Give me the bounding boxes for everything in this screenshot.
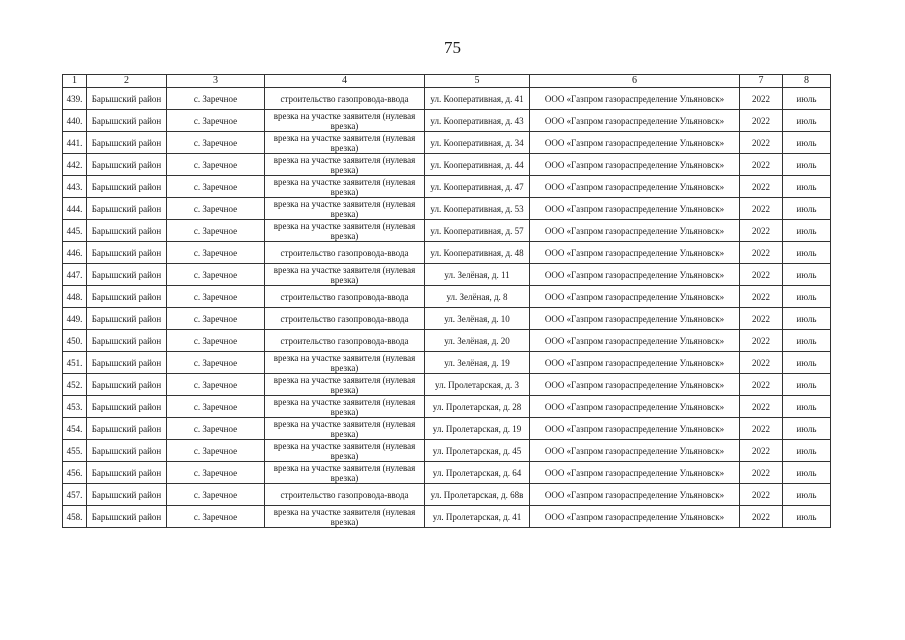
- year-cell: 2022: [740, 374, 783, 396]
- work-type-cell: врезка на участке заявителя (нулевая врезка): [265, 374, 425, 396]
- header-cell: 7: [740, 75, 783, 88]
- address-cell: ул. Пролетарская, д. 64: [425, 462, 530, 484]
- address-cell: ул. Зелёная, д. 11: [425, 264, 530, 286]
- organization-cell: ООО «Газпром газораспределение Ульяновск»: [530, 88, 740, 110]
- work-type-cell: врезка на участке заявителя (нулевая врезка): [265, 154, 425, 176]
- page-number: 75: [444, 38, 461, 57]
- row-number-cell: 451.: [63, 352, 87, 374]
- work-type-cell: врезка на участке заявителя (нулевая врезка): [265, 440, 425, 462]
- row-number-cell: 446.: [63, 242, 87, 264]
- month-cell: июль: [783, 176, 831, 198]
- work-type-cell: врезка на участке заявителя (нулевая врезка): [265, 110, 425, 132]
- work-type-cell: врезка на участке заявителя (нулевая врезка): [265, 220, 425, 242]
- organization-cell: ООО «Газпром газораспределение Ульяновск»: [530, 154, 740, 176]
- month-cell: июль: [783, 506, 831, 528]
- row-number-cell: 455.: [63, 440, 87, 462]
- header-cell: 4: [265, 75, 425, 88]
- month-cell: июль: [783, 88, 831, 110]
- year-cell: 2022: [740, 154, 783, 176]
- work-type-cell: врезка на участке заявителя (нулевая врезка): [265, 132, 425, 154]
- month-cell: июль: [783, 220, 831, 242]
- organization-cell: ООО «Газпром газораспределение Ульяновск»: [530, 220, 740, 242]
- locality-cell: с. Заречное: [167, 374, 265, 396]
- row-number-cell: 449.: [63, 308, 87, 330]
- organization-cell: ООО «Газпром газораспределение Ульяновск»: [530, 264, 740, 286]
- year-cell: 2022: [740, 286, 783, 308]
- table-row: [63, 396, 831, 418]
- month-cell: июль: [783, 484, 831, 506]
- table-row: [63, 484, 831, 506]
- header-row: [63, 75, 831, 88]
- work-type-cell: врезка на участке заявителя (нулевая врезка): [265, 506, 425, 528]
- month-cell: июль: [783, 396, 831, 418]
- district-cell: Барышский район: [87, 462, 167, 484]
- organization-cell: ООО «Газпром газораспределение Ульяновск»: [530, 330, 740, 352]
- work-type-cell: врезка на участке заявителя (нулевая врезка): [265, 462, 425, 484]
- row-number-cell: 440.: [63, 110, 87, 132]
- row-number-cell: 439.: [63, 88, 87, 110]
- header-cell: 2: [87, 75, 167, 88]
- address-cell: ул. Пролетарская, д. 28: [425, 396, 530, 418]
- work-type-cell: строительство газопровода-ввода: [265, 330, 425, 352]
- address-cell: ул. Пролетарская, д. 41: [425, 506, 530, 528]
- district-cell: Барышский район: [87, 308, 167, 330]
- year-cell: 2022: [740, 418, 783, 440]
- locality-cell: с. Заречное: [167, 484, 265, 506]
- locality-cell: с. Заречное: [167, 88, 265, 110]
- table-row: [63, 88, 831, 110]
- locality-cell: с. Заречное: [167, 110, 265, 132]
- address-cell: ул. Пролетарская, д. 45: [425, 440, 530, 462]
- organization-cell: ООО «Газпром газораспределение Ульяновск»: [530, 506, 740, 528]
- district-cell: Барышский район: [87, 506, 167, 528]
- locality-cell: с. Заречное: [167, 308, 265, 330]
- month-cell: июль: [783, 264, 831, 286]
- district-cell: Барышский район: [87, 330, 167, 352]
- locality-cell: с. Заречное: [167, 418, 265, 440]
- table-row: [63, 220, 831, 242]
- row-number-cell: 457.: [63, 484, 87, 506]
- year-cell: 2022: [740, 132, 783, 154]
- locality-cell: с. Заречное: [167, 286, 265, 308]
- row-number-cell: 445.: [63, 220, 87, 242]
- organization-cell: ООО «Газпром газораспределение Ульяновск»: [530, 308, 740, 330]
- year-cell: 2022: [740, 506, 783, 528]
- work-type-cell: строительство газопровода-ввода: [265, 308, 425, 330]
- year-cell: 2022: [740, 330, 783, 352]
- table-row: [63, 264, 831, 286]
- locality-cell: с. Заречное: [167, 220, 265, 242]
- district-cell: Барышский район: [87, 484, 167, 506]
- row-number-cell: 458.: [63, 506, 87, 528]
- row-number-cell: 450.: [63, 330, 87, 352]
- locality-cell: с. Заречное: [167, 330, 265, 352]
- row-number-cell: 447.: [63, 264, 87, 286]
- gasification-table: [62, 74, 831, 528]
- table-row: [63, 374, 831, 396]
- row-number-cell: 441.: [63, 132, 87, 154]
- work-type-cell: строительство газопровода-ввода: [265, 242, 425, 264]
- locality-cell: с. Заречное: [167, 198, 265, 220]
- row-number-cell: 442.: [63, 154, 87, 176]
- row-number-cell: 452.: [63, 374, 87, 396]
- year-cell: 2022: [740, 308, 783, 330]
- work-type-cell: врезка на участке заявителя (нулевая врезка): [265, 352, 425, 374]
- work-type-cell: врезка на участке заявителя (нулевая врезка): [265, 418, 425, 440]
- month-cell: июль: [783, 242, 831, 264]
- year-cell: 2022: [740, 462, 783, 484]
- organization-cell: ООО «Газпром газораспределение Ульяновск»: [530, 352, 740, 374]
- locality-cell: с. Заречное: [167, 352, 265, 374]
- table-row: [63, 198, 831, 220]
- table-row: [63, 286, 831, 308]
- year-cell: 2022: [740, 198, 783, 220]
- year-cell: 2022: [740, 264, 783, 286]
- work-type-cell: врезка на участке заявителя (нулевая врезка): [265, 198, 425, 220]
- month-cell: июль: [783, 132, 831, 154]
- header-cell: 1: [63, 75, 87, 88]
- organization-cell: ООО «Газпром газораспределение Ульяновск»: [530, 440, 740, 462]
- address-cell: ул. Кооперативная, д. 41: [425, 88, 530, 110]
- district-cell: Барышский район: [87, 88, 167, 110]
- table-row: [63, 506, 831, 528]
- row-number-cell: 448.: [63, 286, 87, 308]
- month-cell: июль: [783, 154, 831, 176]
- organization-cell: ООО «Газпром газораспределение Ульяновск»: [530, 110, 740, 132]
- header-cell: 6: [530, 75, 740, 88]
- organization-cell: ООО «Газпром газораспределение Ульяновск»: [530, 396, 740, 418]
- header-cell: 3: [167, 75, 265, 88]
- table-row: [63, 308, 831, 330]
- locality-cell: с. Заречное: [167, 440, 265, 462]
- organization-cell: ООО «Газпром газораспределение Ульяновск»: [530, 132, 740, 154]
- district-cell: Барышский район: [87, 242, 167, 264]
- address-cell: ул. Кооперативная, д. 44: [425, 154, 530, 176]
- month-cell: июль: [783, 374, 831, 396]
- address-cell: ул. Кооперативная, д. 34: [425, 132, 530, 154]
- district-cell: Барышский район: [87, 440, 167, 462]
- month-cell: июль: [783, 198, 831, 220]
- address-cell: ул. Зелёная, д. 20: [425, 330, 530, 352]
- year-cell: 2022: [740, 440, 783, 462]
- locality-cell: с. Заречное: [167, 264, 265, 286]
- year-cell: 2022: [740, 176, 783, 198]
- table-row: [63, 462, 831, 484]
- address-cell: ул. Пролетарская, д. 68в: [425, 484, 530, 506]
- district-cell: Барышский район: [87, 176, 167, 198]
- table-row: [63, 418, 831, 440]
- organization-cell: ООО «Газпром газораспределение Ульяновск»: [530, 418, 740, 440]
- district-cell: Барышский район: [87, 396, 167, 418]
- organization-cell: ООО «Газпром газораспределение Ульяновск»: [530, 242, 740, 264]
- month-cell: июль: [783, 418, 831, 440]
- work-type-cell: строительство газопровода-ввода: [265, 286, 425, 308]
- month-cell: июль: [783, 286, 831, 308]
- address-cell: ул. Зелёная, д. 10: [425, 308, 530, 330]
- table-row: [63, 242, 831, 264]
- address-cell: ул. Кооперативная, д. 43: [425, 110, 530, 132]
- address-cell: ул. Пролетарская, д. 19: [425, 418, 530, 440]
- year-cell: 2022: [740, 396, 783, 418]
- year-cell: 2022: [740, 242, 783, 264]
- work-type-cell: врезка на участке заявителя (нулевая врезка): [265, 396, 425, 418]
- district-cell: Барышский район: [87, 110, 167, 132]
- work-type-cell: строительство газопровода-ввода: [265, 484, 425, 506]
- district-cell: Барышский район: [87, 286, 167, 308]
- locality-cell: с. Заречное: [167, 154, 265, 176]
- district-cell: Барышский район: [87, 198, 167, 220]
- row-number-cell: 444.: [63, 198, 87, 220]
- month-cell: июль: [783, 110, 831, 132]
- organization-cell: ООО «Газпром газораспределение Ульяновск»: [530, 374, 740, 396]
- table-row: [63, 154, 831, 176]
- district-cell: Барышский район: [87, 132, 167, 154]
- address-cell: ул. Кооперативная, д. 57: [425, 220, 530, 242]
- locality-cell: с. Заречное: [167, 396, 265, 418]
- month-cell: июль: [783, 352, 831, 374]
- address-cell: ул. Кооперативная, д. 53: [425, 198, 530, 220]
- table-row: [63, 440, 831, 462]
- locality-cell: с. Заречное: [167, 506, 265, 528]
- organization-cell: ООО «Газпром газораспределение Ульяновск»: [530, 198, 740, 220]
- table-row: [63, 330, 831, 352]
- table-row: [63, 110, 831, 132]
- work-type-cell: строительство газопровода-ввода: [265, 88, 425, 110]
- district-cell: Барышский район: [87, 418, 167, 440]
- row-number-cell: 443.: [63, 176, 87, 198]
- month-cell: июль: [783, 330, 831, 352]
- address-cell: ул. Кооперативная, д. 48: [425, 242, 530, 264]
- locality-cell: с. Заречное: [167, 132, 265, 154]
- district-cell: Барышский район: [87, 154, 167, 176]
- work-type-cell: врезка на участке заявителя (нулевая врезка): [265, 264, 425, 286]
- month-cell: июль: [783, 440, 831, 462]
- locality-cell: с. Заречное: [167, 462, 265, 484]
- work-type-cell: врезка на участке заявителя (нулевая врезка): [265, 176, 425, 198]
- organization-cell: ООО «Газпром газораспределение Ульяновск»: [530, 176, 740, 198]
- address-cell: ул. Зелёная, д. 19: [425, 352, 530, 374]
- address-cell: ул. Кооперативная, д. 47: [425, 176, 530, 198]
- locality-cell: с. Заречное: [167, 242, 265, 264]
- year-cell: 2022: [740, 352, 783, 374]
- district-cell: Барышский район: [87, 374, 167, 396]
- month-cell: июль: [783, 462, 831, 484]
- row-number-cell: 454.: [63, 418, 87, 440]
- organization-cell: ООО «Газпром газораспределение Ульяновск»: [530, 286, 740, 308]
- header-cell: 5: [425, 75, 530, 88]
- table-row: [63, 176, 831, 198]
- year-cell: 2022: [740, 88, 783, 110]
- locality-cell: с. Заречное: [167, 176, 265, 198]
- organization-cell: ООО «Газпром газораспределение Ульяновск»: [530, 462, 740, 484]
- table-row: [63, 352, 831, 374]
- address-cell: ул. Зелёная, д. 8: [425, 286, 530, 308]
- year-cell: 2022: [740, 220, 783, 242]
- district-cell: Барышский район: [87, 220, 167, 242]
- month-cell: июль: [783, 308, 831, 330]
- address-cell: ул. Пролетарская, д. 3: [425, 374, 530, 396]
- year-cell: 2022: [740, 484, 783, 506]
- row-number-cell: 456.: [63, 462, 87, 484]
- header-cell: 8: [783, 75, 831, 88]
- table-row: [63, 132, 831, 154]
- district-cell: Барышский район: [87, 352, 167, 374]
- row-number-cell: 453.: [63, 396, 87, 418]
- year-cell: 2022: [740, 110, 783, 132]
- organization-cell: ООО «Газпром газораспределение Ульяновск»: [530, 484, 740, 506]
- district-cell: Барышский район: [87, 264, 167, 286]
